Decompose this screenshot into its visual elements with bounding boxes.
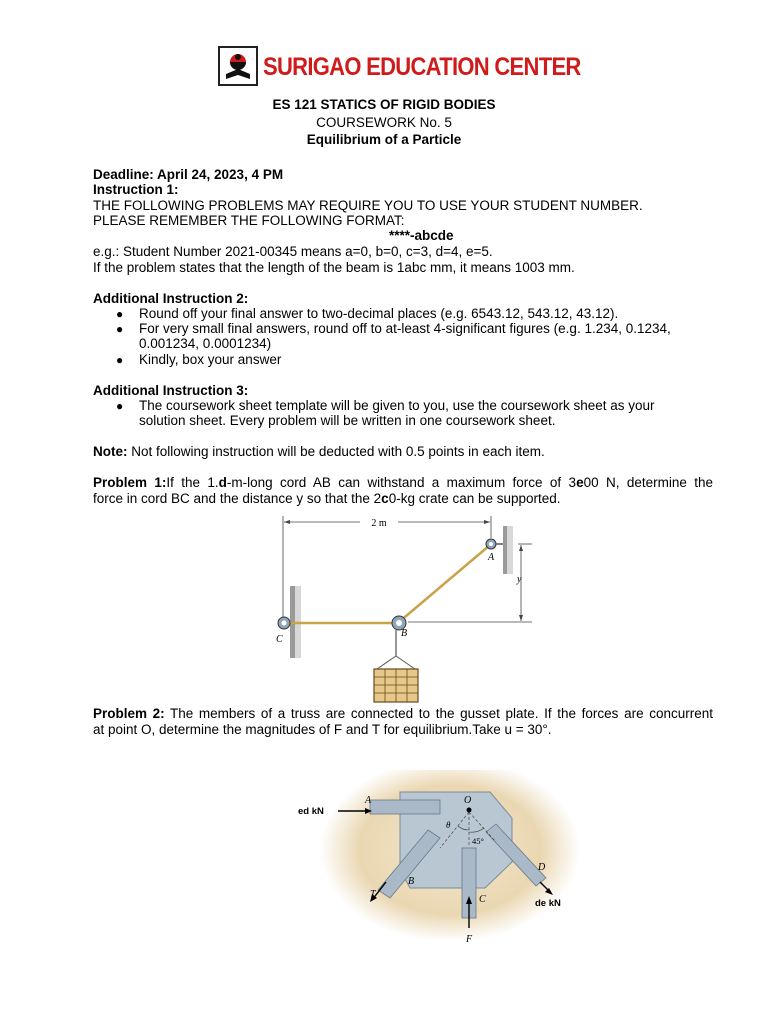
label-a: A [488, 552, 495, 563]
problem2-text: The members of a truss are connected to the gusset plate. If the forces are concurrent [164, 706, 713, 721]
note-text: Not following instruction will be deducted with 0.5 points in each item. [127, 444, 545, 459]
ring-c-hole [282, 621, 287, 626]
instruction1-line2: PLEASE REMEMBER THE FOLLOWING FORMAT: [93, 213, 405, 228]
bullet-icon: ● [116, 399, 124, 413]
label-y: y [517, 574, 522, 585]
problem2-line1 [93, 706, 713, 722]
angle-45-label: 45° [472, 836, 484, 846]
note [93, 444, 545, 460]
problem1-line2 [93, 491, 561, 507]
instruction2-item: Kindly, box your answer [139, 352, 282, 367]
label-c: C [276, 634, 283, 645]
instruction1-note: If the problem states that the length of the beam is 1abc mm, it means 1003 mm. [93, 260, 575, 275]
dimension-label: 2 m [371, 518, 387, 529]
instruction3-line1: The coursework sheet template will be given to you, use the coursework sheet as your [139, 398, 655, 413]
label-c: C [479, 894, 486, 905]
note-label: Note: [93, 444, 128, 459]
label-d: D [538, 862, 546, 873]
problem1-text: -m-long cord AB can withstand a maximum force of 3 [226, 475, 577, 490]
problem2-label: Problem 2: [93, 706, 165, 721]
label-theta: θ [446, 820, 451, 830]
problem1-line1 [93, 475, 713, 491]
cord-ab [399, 545, 490, 622]
instruction1-example: e.g.: Student Number 2021-00345 means a=0, b=0, c=3, d=4, e=5. [93, 244, 493, 259]
instruction2-item: Round off your final answer to two-decimal places (e.g. 6543.12, 543.12, 43.12). [139, 306, 619, 321]
instruction3-line2: solution sheet. Every problem will be written in one coursework sheet. [139, 413, 556, 428]
deadline: Deadline: April 24, 2023, 4 PM [93, 167, 284, 182]
point-o [467, 808, 472, 813]
label-f: F [466, 934, 473, 945]
org-name: SURIGAO EDUCATION CENTER [263, 53, 581, 81]
bullet-icon: ● [116, 307, 124, 321]
problem1-var: e [576, 475, 584, 490]
ring-a-hole [489, 542, 493, 546]
label-b: B [408, 876, 415, 887]
bullet-icon: ● [116, 353, 124, 367]
label-t: T [370, 889, 376, 900]
instruction2-heading: Additional Instruction 2: [93, 291, 249, 306]
member-a [370, 800, 440, 814]
ring-b-hole [396, 620, 402, 626]
figure1-cord-diagram [260, 508, 540, 708]
topic-title: Equilibrium of a Particle [306, 132, 462, 147]
course-title: ES 121 STATICS OF RIGID BODIES [272, 97, 496, 112]
label-o: O [464, 795, 472, 806]
instruction1-heading: Instruction 1: [93, 182, 179, 197]
problem1-text: 00 N, determine the [583, 475, 713, 490]
force-d-label: de kN [535, 898, 561, 909]
student-number-format: ****-abcde [389, 228, 454, 243]
instruction2-item-continued: 0.001234, 0.0001234) [139, 336, 272, 351]
problem1-var: c [381, 491, 389, 506]
figure2-gusset-diagram [290, 770, 580, 960]
problem1-var: d [218, 475, 227, 490]
coursework-number: COURSEWORK No. 5 [316, 115, 452, 130]
instruction1-line1: THE FOLLOWING PROBLEMS MAY REQUIRE YOU TO USE YOUR STUDENT NUMBER. [93, 198, 643, 213]
instruction2-item: For very small final answers, round off to at-least 4-significant figures (e.g. 1.234, 0.1234, [139, 321, 671, 336]
logo [218, 46, 258, 86]
instruction3-heading: Additional Instruction 3: [93, 383, 249, 398]
bullet-icon: ● [116, 322, 124, 336]
problem1-text: force in cord BC and the distance y so that the 2 [93, 491, 382, 506]
wall-a [503, 526, 507, 574]
problem2-line2: at point O, determine the magnitudes of F and T for equilibrium.Take u = 30°. [93, 722, 552, 737]
logo-emblem-icon [220, 48, 256, 84]
hanger-sling [377, 656, 396, 669]
problem1-text: 0-kg crate can be supported. [388, 491, 561, 506]
label-b: B [401, 628, 408, 639]
hanger-sling [396, 656, 415, 669]
problem1-label: Problem 1: [93, 475, 167, 490]
label-a: A [365, 795, 372, 806]
force-a-label: ed kN [298, 806, 324, 817]
wall-a-shade [507, 526, 513, 574]
problem1-text: If the 1. [166, 475, 219, 490]
